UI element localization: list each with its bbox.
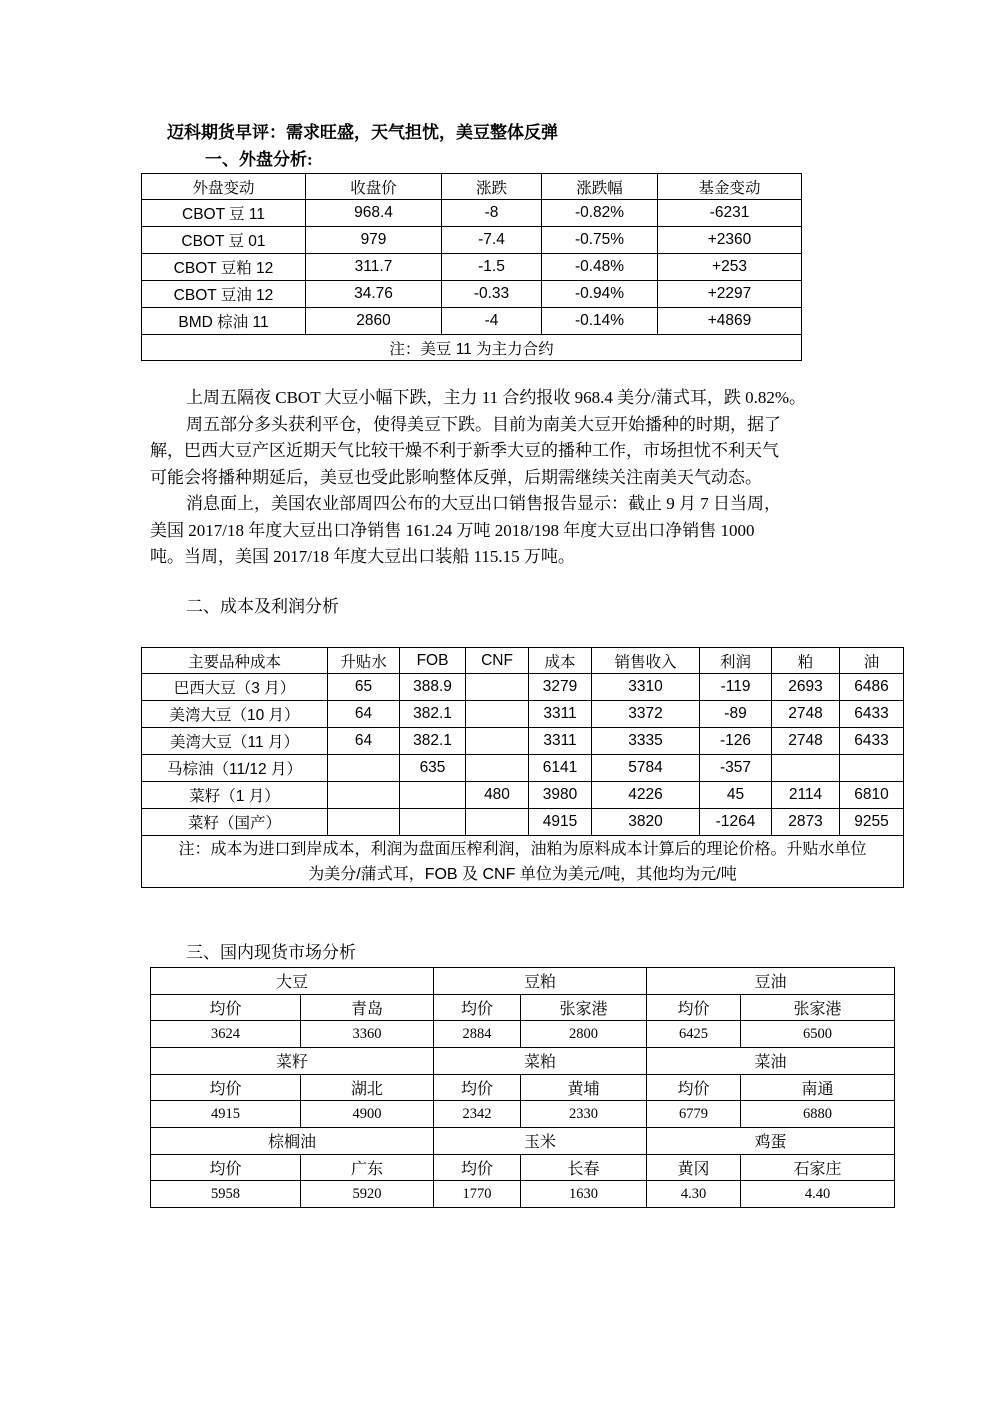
commentary-line: 上周五隔夜 CBOT 大豆小幅下跌，主力 11 合约报收 968.4 美分/蒲式耳，跌 0.82%。 [186, 388, 807, 407]
spot-price-cell: 4900 [301, 1101, 434, 1128]
spot-section-heading: 三、国内现货市场分析 [186, 943, 356, 962]
spot-group-row [151, 1047, 895, 1074]
cost-table-row [142, 701, 904, 728]
overseas-quote-table [141, 173, 802, 361]
spot-group-row [151, 1127, 895, 1154]
cost-value-cell: -89 [700, 701, 772, 728]
commentary-line: 周五部分多头获利平仓，使得美豆下跌。目前为南美大豆开始播种的时期，据了 [186, 414, 781, 434]
spot-column-label: 南通 [741, 1074, 895, 1101]
cost-table-row [142, 674, 904, 701]
cost-value-cell [466, 755, 529, 782]
quote-table-row [142, 281, 802, 308]
report-title: 迈科期货早评：需求旺盛，天气担忧，美豆整体反弹 [167, 123, 558, 142]
cost-value-cell: -126 [700, 728, 772, 755]
commodity-name-cell: 菜籽（1 月） [142, 782, 328, 809]
cost-value-cell: 2873 [772, 809, 840, 836]
cost-table-row [142, 782, 904, 809]
cost-value-cell: 6486 [840, 674, 904, 701]
quote-value-cell: -0.48% [542, 254, 658, 281]
quote-value-cell: -0.75% [542, 227, 658, 254]
spot-price-cell: 5958 [151, 1181, 301, 1208]
quote-value-cell: -0.82% [542, 200, 658, 227]
market-commentary [150, 385, 810, 571]
spot-price-cell: 6880 [741, 1101, 895, 1128]
commodity-name-cell: 美湾大豆（10 月） [142, 701, 328, 728]
cost-value-cell: 382.1 [400, 728, 466, 755]
cost-value-cell: 6433 [840, 701, 904, 728]
spot-price-cell: 5920 [301, 1181, 434, 1208]
spot-column-label: 均价 [647, 994, 741, 1021]
cost-table-header-cell: 主要品种成本 [142, 648, 328, 674]
commodity-name-cell: 马棕油（11/12 月） [142, 755, 328, 782]
cost-value-cell: 65 [328, 674, 400, 701]
cost-table-row [142, 728, 904, 755]
cost-value-cell: 3820 [592, 809, 700, 836]
cost-value-cell [328, 755, 400, 782]
cost-value-cell: 3335 [592, 728, 700, 755]
spot-column-label: 均价 [151, 994, 301, 1021]
quote-value-cell: -8 [442, 200, 542, 227]
quote-table-header-row [142, 174, 802, 200]
quote-table-header-cell: 外盘变动 [142, 174, 306, 200]
cost-value-cell: 3310 [592, 674, 700, 701]
spot-column-label: 黄埔 [521, 1074, 647, 1101]
commentary-line: 美国 2017/18 年度大豆出口净销售 161.24 万吨 2018/198 年度大豆出口净销售 1000 [150, 520, 755, 540]
quote-table-row [142, 200, 802, 227]
cost-value-cell: 3372 [592, 701, 700, 728]
cost-value-cell: -357 [700, 755, 772, 782]
spot-label-row [151, 1074, 895, 1101]
cost-section-heading: 二、成本及利润分析 [186, 597, 339, 616]
cost-table-row [142, 809, 904, 836]
quote-value-cell: -0.33 [442, 281, 542, 308]
spot-price-cell: 4.30 [647, 1181, 741, 1208]
quote-table-header-cell: 涨跌 [442, 174, 542, 200]
cost-table-header-cell: FOB [400, 648, 466, 674]
cost-value-cell [466, 674, 529, 701]
commodity-name-cell: 美湾大豆（11 月） [142, 728, 328, 755]
cost-table-header-cell: 销售收入 [592, 648, 700, 674]
commodity-name-cell: 巴西大豆（3 月） [142, 674, 328, 701]
quote-value-cell: +253 [658, 254, 802, 281]
cost-value-cell: 4226 [592, 782, 700, 809]
spot-price-cell: 6500 [741, 1021, 895, 1048]
cost-profit-table [141, 647, 904, 888]
cost-table-header-cell: 成本 [529, 648, 592, 674]
spot-price-cell: 4.40 [741, 1181, 895, 1208]
spot-commodity-name: 菜粕 [434, 1047, 647, 1074]
quote-table-header-cell: 基金变动 [658, 174, 802, 200]
quote-table-header-cell: 涨跌幅 [542, 174, 658, 200]
cost-value-cell [400, 809, 466, 836]
quote-value-cell: -6231 [658, 200, 802, 227]
cost-table-header-cell: 粕 [772, 648, 840, 674]
spot-commodity-name: 菜籽 [151, 1047, 434, 1074]
quote-table-row [142, 227, 802, 254]
spot-value-row [151, 1181, 895, 1208]
cost-value-cell: 64 [328, 728, 400, 755]
spot-column-label: 均价 [647, 1074, 741, 1101]
cost-value-cell: 2693 [772, 674, 840, 701]
spot-column-label: 青岛 [301, 994, 434, 1021]
spot-column-label: 湖北 [301, 1074, 434, 1101]
spot-label-row [151, 994, 895, 1021]
spot-price-cell: 4915 [151, 1101, 301, 1128]
quote-table-row [142, 254, 802, 281]
cost-value-cell: -119 [700, 674, 772, 701]
cost-value-cell: 2748 [772, 701, 840, 728]
cost-table-note-line: 注：成本为进口到岸成本，利润为盘面压榨利润，油粕为原料成本计算后的理论价格。升贴水单位 [178, 840, 867, 858]
cost-value-cell [466, 809, 529, 836]
spot-price-cell: 1630 [521, 1181, 647, 1208]
quote-value-cell: 979 [306, 227, 442, 254]
cost-table-header-row [142, 648, 904, 674]
spot-column-label: 均价 [151, 1074, 301, 1101]
cost-value-cell: 388.9 [400, 674, 466, 701]
market-section-heading: 一、外盘分析: [205, 150, 313, 169]
cost-value-cell [466, 728, 529, 755]
spot-commodity-name: 菜油 [647, 1047, 895, 1074]
contract-name-cell: CBOT 豆粕 12 [142, 254, 306, 281]
quote-value-cell: -7.4 [442, 227, 542, 254]
cost-value-cell: 45 [700, 782, 772, 809]
quote-value-cell: 34.76 [306, 281, 442, 308]
spot-price-cell: 2800 [521, 1021, 647, 1048]
quote-value-cell: -0.14% [542, 308, 658, 335]
cost-value-cell: 635 [400, 755, 466, 782]
cost-value-cell: 6141 [529, 755, 592, 782]
cost-table-header-cell: CNF [466, 648, 529, 674]
quote-value-cell: -0.94% [542, 281, 658, 308]
cost-table-note-line: 为美分/蒲式耳，FOB 及 CNF 单位为美元/吨，其他均为元/吨 [308, 865, 737, 883]
cost-value-cell [400, 782, 466, 809]
cost-value-cell [328, 782, 400, 809]
quote-value-cell: +2360 [658, 227, 802, 254]
cost-value-cell [840, 755, 904, 782]
spot-commodity-name: 大豆 [151, 968, 434, 995]
spot-price-cell: 3624 [151, 1021, 301, 1048]
quote-value-cell: +4869 [658, 308, 802, 335]
spot-price-cell: 3360 [301, 1021, 434, 1048]
cost-table-note-row [142, 836, 904, 888]
commentary-line: 可能会将播种期延后，美豆也受此影响整体反弹，后期需继续关注南美天气动态。 [150, 467, 762, 487]
spot-commodity-name: 豆粕 [434, 968, 647, 995]
quote-table-header-cell: 收盘价 [306, 174, 442, 200]
quote-table-note-row [142, 335, 802, 361]
spot-value-row [151, 1101, 895, 1128]
cost-value-cell: 9255 [840, 809, 904, 836]
commentary-paragraph [150, 491, 810, 571]
cost-value-cell [328, 809, 400, 836]
spot-column-label: 广东 [301, 1154, 434, 1181]
cost-value-cell: 3980 [529, 782, 592, 809]
cost-table-header-cell: 油 [840, 648, 904, 674]
cost-value-cell: -1264 [700, 809, 772, 836]
spot-group-row [151, 968, 895, 995]
spot-column-label: 长春 [521, 1154, 647, 1181]
contract-name-cell: CBOT 豆 01 [142, 227, 306, 254]
cost-value-cell: 2114 [772, 782, 840, 809]
cost-value-cell: 6433 [840, 728, 904, 755]
spot-column-label: 张家港 [521, 994, 647, 1021]
cost-value-cell: 480 [466, 782, 529, 809]
quote-table-row [142, 308, 802, 335]
commentary-line: 消息面上，美国农业部周四公布的大豆出口销售报告显示：截止 9 月 7 日当周， [186, 494, 781, 513]
spot-price-cell: 6779 [647, 1101, 741, 1128]
quote-value-cell: -4 [442, 308, 542, 335]
cost-value-cell: 3279 [529, 674, 592, 701]
spot-price-cell: 2342 [434, 1101, 521, 1128]
cost-table-note [142, 836, 904, 888]
spot-label-row [151, 1154, 895, 1181]
spot-column-label: 均价 [434, 994, 521, 1021]
contract-name-cell: CBOT 豆油 12 [142, 281, 306, 308]
commentary-line: 吨。当周，美国 2017/18 年度大豆出口装船 115.15 万吨。 [150, 547, 575, 566]
cost-value-cell: 6810 [840, 782, 904, 809]
spot-commodity-name: 豆油 [647, 968, 895, 995]
quote-value-cell: 311.7 [306, 254, 442, 281]
quote-value-cell: -1.5 [442, 254, 542, 281]
cost-table-header-cell: 利润 [700, 648, 772, 674]
commentary-line: 解，巴西大豆产区近期天气比较干燥不利于新季大豆的播种工作，市场担忧不利天气 [150, 441, 779, 460]
spot-column-label: 张家港 [741, 994, 895, 1021]
cost-value-cell: 3311 [529, 701, 592, 728]
spot-price-cell: 2884 [434, 1021, 521, 1048]
spot-commodity-name: 鸡蛋 [647, 1127, 895, 1154]
spot-price-cell: 1770 [434, 1181, 521, 1208]
contract-name-cell: CBOT 豆 11 [142, 200, 306, 227]
cost-value-cell: 5784 [592, 755, 700, 782]
cost-value-cell: 64 [328, 701, 400, 728]
commodity-name-cell: 菜籽（国产） [142, 809, 328, 836]
spot-commodity-name: 棕榈油 [151, 1127, 434, 1154]
cost-value-cell: 2748 [772, 728, 840, 755]
cost-value-cell: 382.1 [400, 701, 466, 728]
spot-commodity-name: 玉米 [434, 1127, 647, 1154]
spot-column-label: 均价 [434, 1074, 521, 1101]
quote-value-cell: +2297 [658, 281, 802, 308]
spot-price-cell: 6425 [647, 1021, 741, 1048]
quote-value-cell: 2860 [306, 308, 442, 335]
quote-table-note: 注：美豆 11 为主力合约 [142, 335, 802, 361]
domestic-spot-table [150, 967, 895, 1208]
spot-column-label: 黄冈 [647, 1154, 741, 1181]
spot-column-label: 石家庄 [741, 1154, 895, 1181]
commentary-paragraph [150, 385, 810, 412]
spot-price-cell: 2330 [521, 1101, 647, 1128]
cost-value-cell: 4915 [529, 809, 592, 836]
cost-value-cell [772, 755, 840, 782]
cost-table-row [142, 755, 904, 782]
commentary-paragraph [150, 412, 810, 492]
spot-value-row [151, 1021, 895, 1048]
quote-value-cell: 968.4 [306, 200, 442, 227]
cost-value-cell [466, 701, 529, 728]
cost-value-cell: 3311 [529, 728, 592, 755]
spot-column-label: 均价 [434, 1154, 521, 1181]
contract-name-cell: BMD 棕油 11 [142, 308, 306, 335]
cost-table-header-cell: 升贴水 [328, 648, 400, 674]
spot-column-label: 均价 [151, 1154, 301, 1181]
